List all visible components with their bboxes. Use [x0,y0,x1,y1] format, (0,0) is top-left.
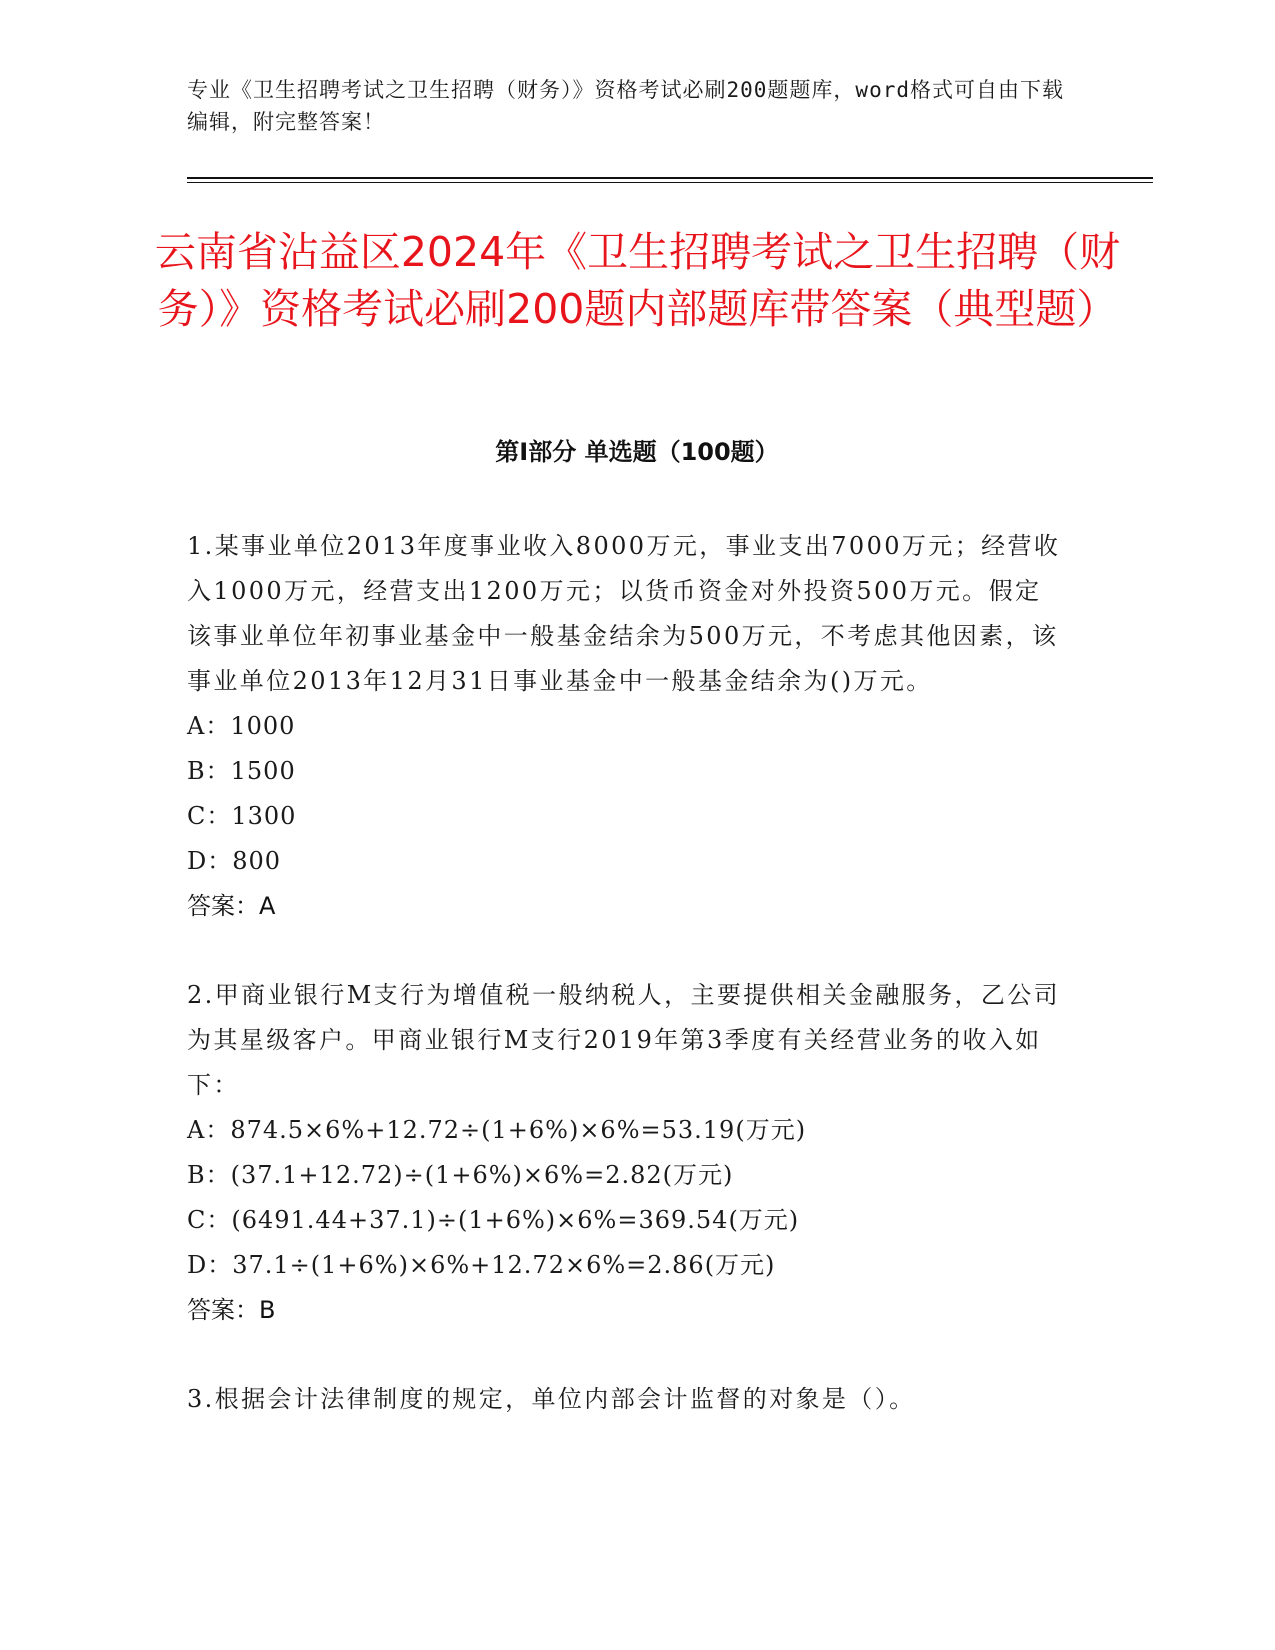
option-d: D：37.1÷(1+6%)×6%+12.72×6%=2.86(万元) [187,1251,776,1279]
option-a: A：874.5×6%+12.72÷(1+6%)×6%=53.19(万元) [187,1116,807,1144]
question-text: 2.甲商业银行M支行为增值税一般纳税人，主要提供相关金融服务，乙公司为其星级客户。甲商业银行M支行2019年第3季度有关经营业务的收入如下： [187,981,1061,1099]
question-text: 1.某事业单位2013年度事业收入8000万元，事业支出7000万元；经营收入1000万元，经营支出1200万元；以货币资金对外投资500万元。假定该事业单位年初事业基金中一般基金结余为500万元，不考虑其他因素，该事业单位2013年12月31日事业基金中一般基金结余为()万元。 [187,532,1061,695]
question-3 [187,1377,1067,1422]
question-1 [187,524,1067,929]
option-b: B：(37.1+12.72)÷(1+6%)×6%=2.82(万元) [187,1161,734,1189]
option-a: A：1000 [187,712,296,740]
question-text: 3.根据会计法律制度的规定，单位内部会计监督的对象是（）。 [187,1385,916,1413]
answer: 答案：B [187,1296,276,1324]
option-d: D：800 [187,847,282,875]
document-title: 云南省沾益区2024年《卫生招聘考试之卫生招聘（财务）》资格考试必刷200题内部题库带答案（典型题） [154,228,1121,333]
option-c: C：(6491.44+37.1)÷(1+6%)×6%=369.54(万元) [187,1206,800,1234]
header-divider-thin [187,182,1153,183]
section-title: 第I部分 单选题（100题） [495,438,779,466]
question-list [187,524,1067,1466]
question-2 [187,973,1067,1333]
option-b: B：1500 [187,757,296,785]
answer: 答案：A [187,892,276,920]
header-note: 专业《卫生招聘考试之卫生招聘（财务）》资格考试必刷200题题库，word格式可自由下载编辑，附完整答案！ [187,78,1064,134]
header-divider-thick [187,177,1153,179]
option-c: C：1300 [187,802,297,830]
